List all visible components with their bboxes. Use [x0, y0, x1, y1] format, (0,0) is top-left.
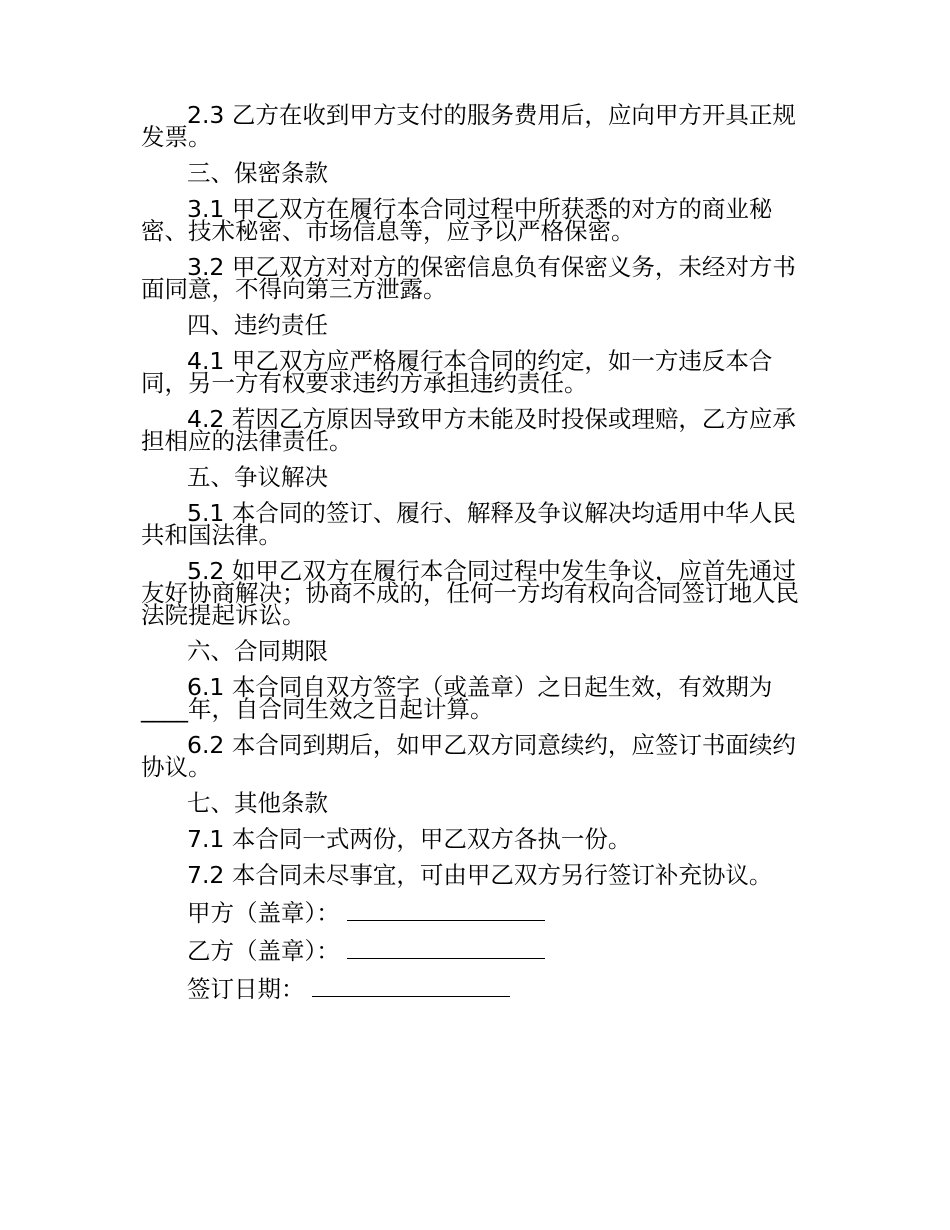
section-heading-other: 七、其他条款: [187, 789, 328, 817]
clause-6-1: 6.1 本合同自双方签字（或盖章）之日起生效，有效期为____年，自合同生效之日起计算。: [141, 673, 773, 723]
party-b-label: 乙方（盖章）：: [187, 937, 340, 965]
party-a-signature-row: [141, 899, 801, 927]
clause-2-3: 2.3 乙方在收到甲方支付的服务费用后，应向甲方开具正规发票。: [141, 101, 796, 151]
party-a-label: 甲方（盖章）：: [187, 899, 340, 927]
clause-4-2: 4.2 若因乙方原因导致甲方未能及时投保或理赔，乙方应承担相应的法律责任。: [141, 405, 796, 455]
clause-7-1: 7.1 本合同一式两份，甲乙双方各执一份。: [187, 825, 632, 853]
clause-4-1: 4.1 甲乙双方应严格履行本合同的约定，如一方违反本合同，另一方有权要求违约方承担违约责任。: [141, 347, 773, 397]
clause-5-2: 5.2 如甲乙双方在履行本合同过程中发生争议，应首先通过友好协商解决；协商不成的，任何一方均有权向合同签订地人民法院提起诉讼。: [141, 557, 799, 629]
section-heading-dispute: 五、争议解决: [187, 463, 328, 491]
clause-3-1: 3.1 甲乙双方在履行本合同过程中所获悉的对方的商业秘密、技术秘密、市场信息等，应予以严格保密。: [141, 195, 773, 245]
party-a-signature-line[interactable]: [347, 900, 545, 921]
contract-body: [141, 101, 801, 1014]
signing-date-row: [141, 975, 801, 1003]
clause-7-2: 7.2 本合同未尽事宜，可由甲乙双方另行签订补充协议。: [187, 861, 773, 889]
clause-3-2: 3.2 甲乙双方对对方的保密信息负有保密义务，未经对方书面同意，不得向第三方泄露。: [141, 253, 796, 303]
signing-date-label: 签订日期：: [187, 975, 305, 1003]
section-heading-confidentiality: 三、保密条款: [187, 159, 328, 187]
section-heading-term: 六、合同期限: [187, 637, 328, 665]
clause-6-2: 6.2 本合同到期后，如甲乙双方同意续约，应签订书面续约协议。: [141, 731, 796, 781]
signing-date-line[interactable]: [312, 976, 510, 997]
party-b-signature-line[interactable]: [347, 938, 545, 959]
clause-5-1: 5.1 本合同的签订、履行、解释及争议解决均适用中华人民共和国法律。: [141, 499, 796, 549]
section-heading-liability: 四、违约责任: [187, 311, 328, 339]
party-b-signature-row: [141, 937, 801, 965]
